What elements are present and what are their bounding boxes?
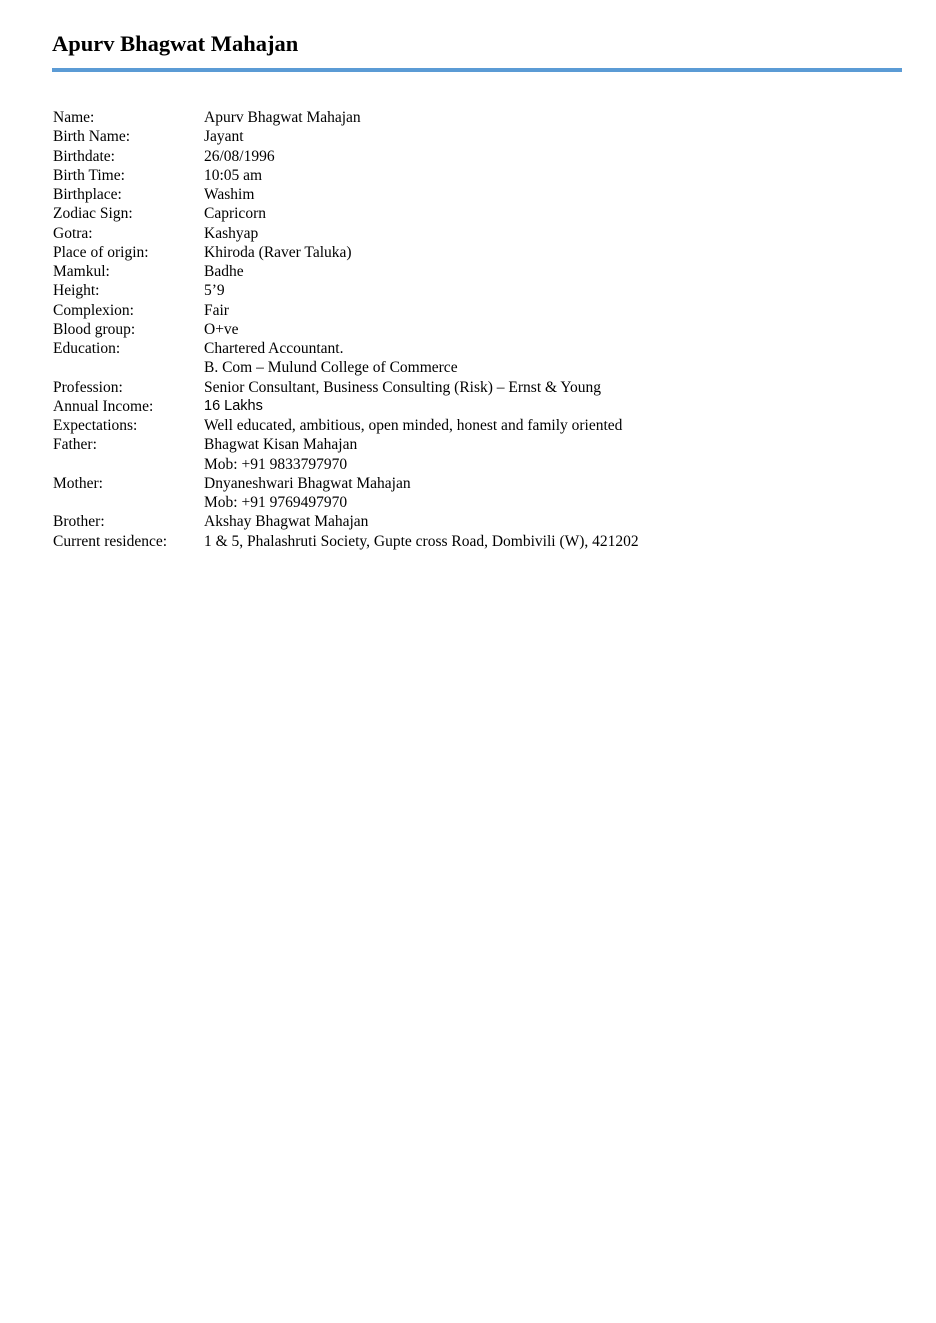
field-value: 10:05 am (204, 166, 263, 184)
field-value: Khiroda (Raver Taluka) (204, 243, 352, 261)
field-gotra (53, 224, 913, 243)
field-value: 26/08/1996 (204, 147, 275, 165)
field-label: Birthdate: (53, 147, 115, 165)
field-birthplace (53, 185, 913, 204)
field-value (204, 474, 913, 513)
field-annual-income (53, 397, 913, 416)
field-value: Fair (204, 301, 229, 319)
field-value: 1 & 5, Phalashruti Society, Gupte cross Road, Dombivili (W), 421202 (204, 532, 639, 550)
mother-mobile: Mob: +91 9769497970 (204, 494, 348, 511)
field-label: Education: (53, 340, 121, 357)
father-name: Bhagwat Kisan Mahajan (204, 436, 358, 454)
field-value: 5’9 (204, 282, 225, 300)
education-line-1: Chartered Accountant. (204, 340, 344, 357)
field-value: Senior Consultant, Business Consulting (Risk) – Ernst & Young (204, 378, 602, 396)
field-value (204, 339, 913, 378)
field-label: Profession: (53, 378, 123, 396)
biodata-fields (53, 108, 913, 551)
field-complexion (53, 301, 913, 320)
mother-name: Dnyaneshwari Bhagwat Mahajan (204, 474, 411, 492)
field-value: 16 Lakhs (204, 397, 263, 414)
field-mamkul (53, 262, 913, 281)
field-label: Current residence: (53, 532, 168, 550)
field-label: Complexion: (53, 301, 134, 319)
field-name (53, 108, 913, 127)
title-underline-rule (52, 68, 902, 72)
field-current-residence (53, 532, 913, 551)
field-label: Birth Name: (53, 128, 131, 146)
field-brother (53, 512, 913, 531)
field-birthdate (53, 147, 913, 166)
field-value: Capricorn (204, 205, 266, 223)
field-blood-group (53, 320, 913, 339)
field-label: Birth Time: (53, 166, 125, 184)
field-birth-name (53, 127, 913, 146)
field-label: Father: (53, 436, 97, 454)
field-profession (53, 378, 913, 397)
field-value (204, 435, 913, 474)
document-title: Apurv Bhagwat Mahajan (52, 31, 299, 56)
field-zodiac-sign (53, 204, 913, 223)
field-expectations (53, 416, 913, 435)
field-label: Mother: (53, 474, 103, 492)
field-value: Kashyap (204, 224, 259, 242)
field-label: Place of origin: (53, 243, 149, 261)
field-label: Mamkul: (53, 263, 110, 280)
field-value: Well educated, ambitious, open minded, honest and family oriented (204, 417, 623, 434)
field-label: Brother: (53, 513, 105, 531)
field-value: Badhe (204, 263, 244, 280)
field-height (53, 281, 913, 300)
field-value: Washim (204, 186, 255, 203)
father-mobile: Mob: +91 9833797970 (204, 455, 348, 473)
field-label: Annual Income: (53, 397, 154, 415)
field-label: Birthplace: (53, 186, 122, 203)
field-label: Blood group: (53, 320, 136, 338)
field-value: Akshay Bhagwat Mahajan (204, 513, 369, 531)
field-label: Zodiac Sign: (53, 205, 133, 223)
education-line-2: B. Com – Mulund College of Commerce (204, 359, 458, 377)
field-birth-time (53, 166, 913, 185)
field-value: Apurv Bhagwat Mahajan (204, 109, 361, 126)
field-label: Expectations: (53, 417, 138, 434)
field-value: Jayant (204, 128, 244, 146)
field-mother (53, 474, 913, 513)
field-father (53, 435, 913, 474)
field-value: O+ve (204, 320, 239, 338)
field-label: Gotra: (53, 224, 93, 242)
field-education (53, 339, 913, 378)
field-place-of-origin (53, 243, 913, 262)
field-label: Name: (53, 109, 95, 126)
field-label: Height: (53, 282, 100, 300)
